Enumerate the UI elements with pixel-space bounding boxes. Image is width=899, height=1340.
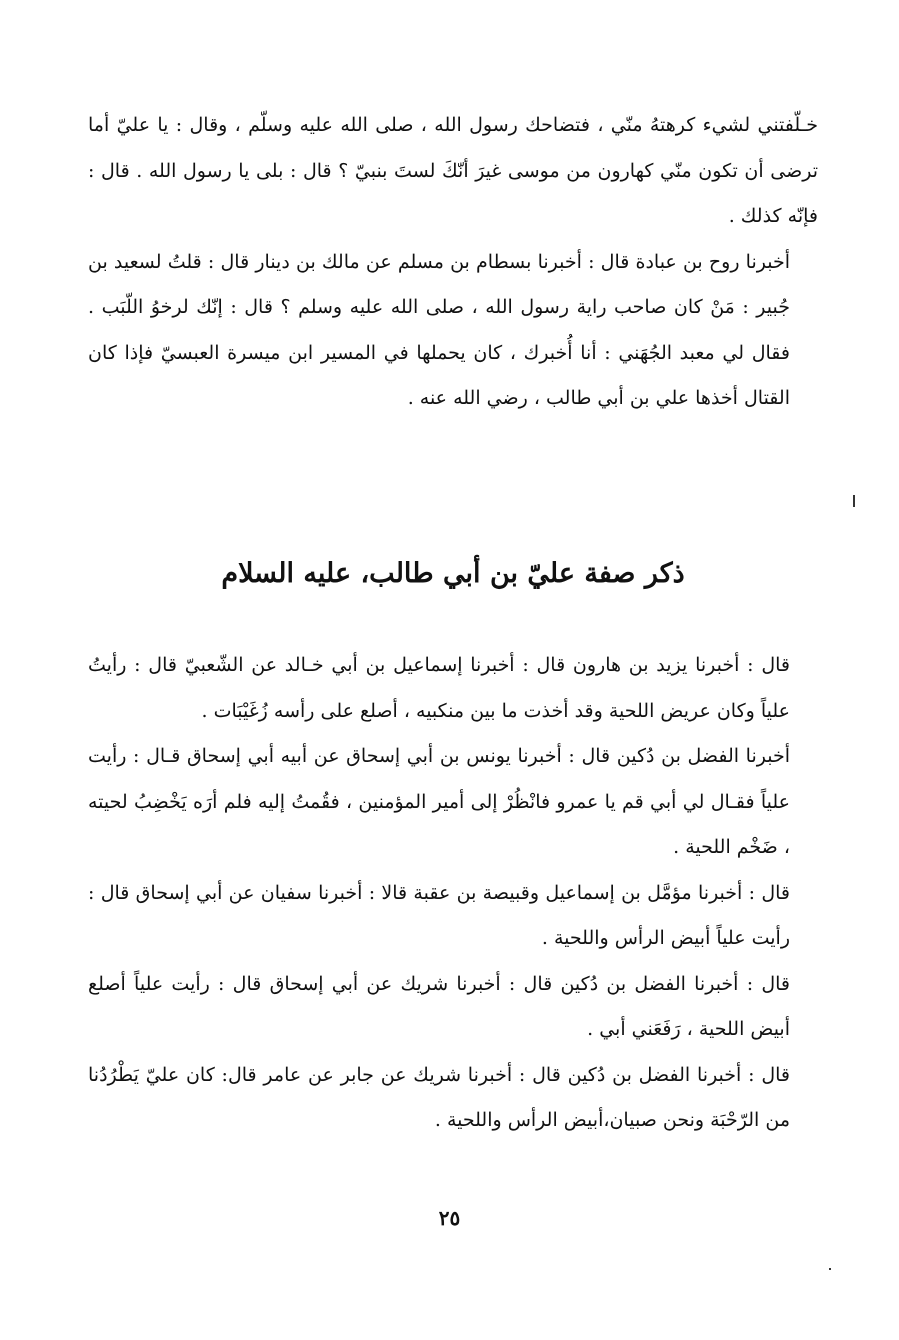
top-text-block (88, 103, 818, 422)
section-heading: ذكر صفة عليّ بن أبي طالب، عليه السلام (221, 558, 685, 589)
scan-speck (829, 1268, 831, 1270)
paragraph: أخبرنا روح بن عبادة قال : أخبرنا بسطام بن مسلم عن مالك بن دينار قال : قلتُ لسعيد بن جُبير : مَنْ كان صاحب راية رسول الله ، صلى الله عليه وسلم ؟ قال : إنّك لرخوُ اللّبَب . فقال لي معبد الجُهَني : أنا أُخبرك ، كان يحملها في المسير ابن ميسرة العبسيّ فإذا كان القتال أخذها علي بن أبي طالب ، رضي الله عنه . (88, 250, 790, 409)
bottom-text-block (88, 643, 818, 1144)
scan-speck (853, 495, 855, 507)
paragraph: أخبرنا الفضل بن دُكين قال : أخبرنا يونس بن أبي إسحاق عن أبيه أبي إسحاق قـال : رأيت علياً فقـال لي أبي قم يا عمرو فانْظُرْ إلى أمير المؤمنين ، فقُمتُ إليه فلم أرَه يَخْضِبُ لحيته ، ضَخْم اللحية . (88, 745, 790, 858)
paragraph: خـلّفتني لشيء كرهتهُ منّي ، فتضاحك رسول الله ، صلى الله عليه وسلّم ، وقال : يا عليّ أما ترضى أن تكون منّي كهارون من موسى غيرَ أنّكَ لستَ بنبيّ ؟ قال : بلى يا رسول الله . قال : فإنّه كذلك . (88, 114, 818, 227)
paragraph: قال : أخبرنا الفضل بن دُكين قال : أخبرنا شريك عن أبي إسحاق قال : رأيت علياً أصلع أبيض اللحية ، رَفَعَني أبي . (88, 972, 790, 1040)
page-number: ٢٥ (438, 1206, 461, 1230)
paragraph: قال : أخبرنا يزيد بن هارون قال : أخبرنا إسماعيل بن أبي خـالد عن الشّعبيّ قال : رأيتُ علياً وكان عريض اللحية وقد أخذت ما بين منكبيه ، أصلع على رأسه زُغَيْبَات . (88, 654, 790, 722)
paragraph: قال : أخبرنا الفضل بن دُكين قال : أخبرنا شريك عن جابر عن عامر قال: كان عليّ يَطْرُدُنا من الرّحْبَة ونحن صبيان،أبيض الرأس واللحية . (88, 1063, 790, 1131)
paragraph: قال : أخبرنا مؤمَّل بن إسماعيل وقبيصة بن عقبة قالا : أخبرنا سفيان عن أبي إسحاق قال : رأيت علياً أبيض الرأس واللحية . (88, 881, 790, 949)
